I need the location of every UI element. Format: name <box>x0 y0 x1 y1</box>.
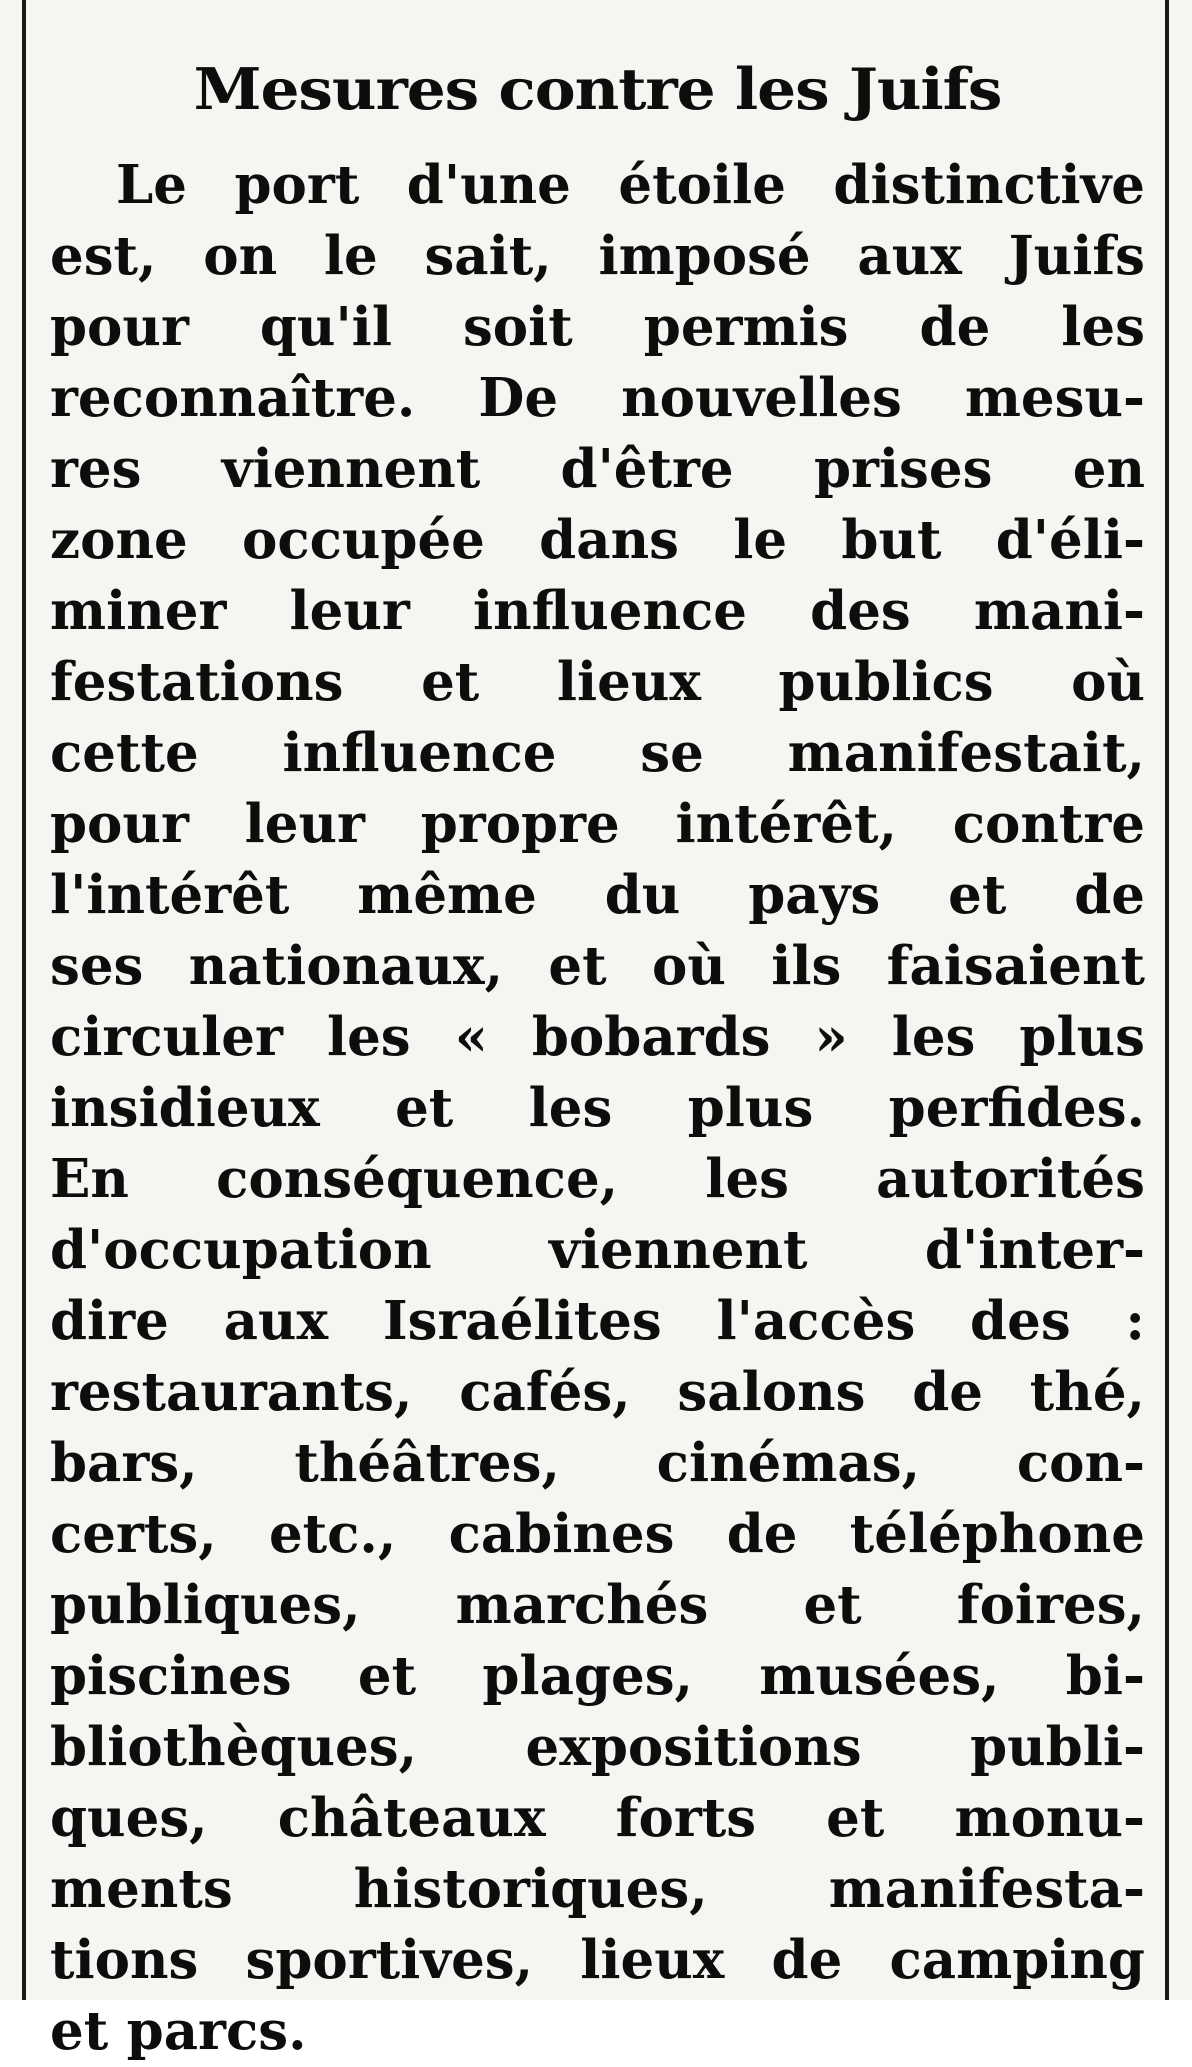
article-line: certs, etc., cabines de téléphone <box>50 1503 1145 1565</box>
column-rule-left <box>22 0 26 2000</box>
article-line: Le port d'une étoile distinctive <box>116 154 1145 216</box>
article-line: pour qu'il soit permis de les <box>50 296 1145 358</box>
article-line: zone occupée dans le but d'éli- <box>50 509 1145 571</box>
article-line: restaurants, cafés, salons de thé, <box>50 1361 1145 1423</box>
column-rule-right <box>1165 0 1169 2000</box>
article-line: l'intérêt même du pays et de <box>50 864 1145 926</box>
article-line: ques, châteaux forts et monu- <box>50 1787 1145 1849</box>
article-line: insidieux et les plus perfides. <box>50 1077 1145 1139</box>
article-headline: Mesures contre les Juifs <box>193 57 1002 123</box>
article <box>50 40 1145 2067</box>
article-line: cette influence se manifestait, <box>50 722 1145 784</box>
article-line: est, on le sait, imposé aux Juifs <box>50 225 1145 287</box>
article-line: festations et lieux publics où <box>50 651 1145 713</box>
article-line: bars, théâtres, cinémas, con- <box>50 1432 1145 1494</box>
article-line: bliothèques, expositions publi- <box>50 1716 1145 1778</box>
article-line: tions sportives, lieux de camping <box>50 1929 1145 1991</box>
article-line: dire aux Israélites l'accès des : <box>50 1290 1145 1352</box>
article-line: publiques, marchés et foires, <box>50 1574 1145 1636</box>
article-line: pour leur propre intérêt, contre <box>50 793 1145 855</box>
article-line: circuler les « bobards » les plus <box>50 1006 1145 1068</box>
article-line: d'occupation viennent d'inter- <box>50 1219 1145 1281</box>
article-line: miner leur influence des mani- <box>50 580 1145 642</box>
article-line: En conséquence, les autorités <box>50 1148 1145 1210</box>
article-line: piscines et plages, musées, bi- <box>50 1645 1145 1707</box>
article-body <box>50 150 1145 2067</box>
article-line: res viennent d'être prises en <box>50 438 1145 500</box>
article-line: ments historiques, manifesta- <box>50 1858 1145 1920</box>
article-line: et parcs. <box>50 2000 307 2062</box>
article-line: ses nationaux, et où ils faisaient <box>50 935 1145 997</box>
article-line: reconnaître. De nouvelles mesu- <box>50 367 1145 429</box>
